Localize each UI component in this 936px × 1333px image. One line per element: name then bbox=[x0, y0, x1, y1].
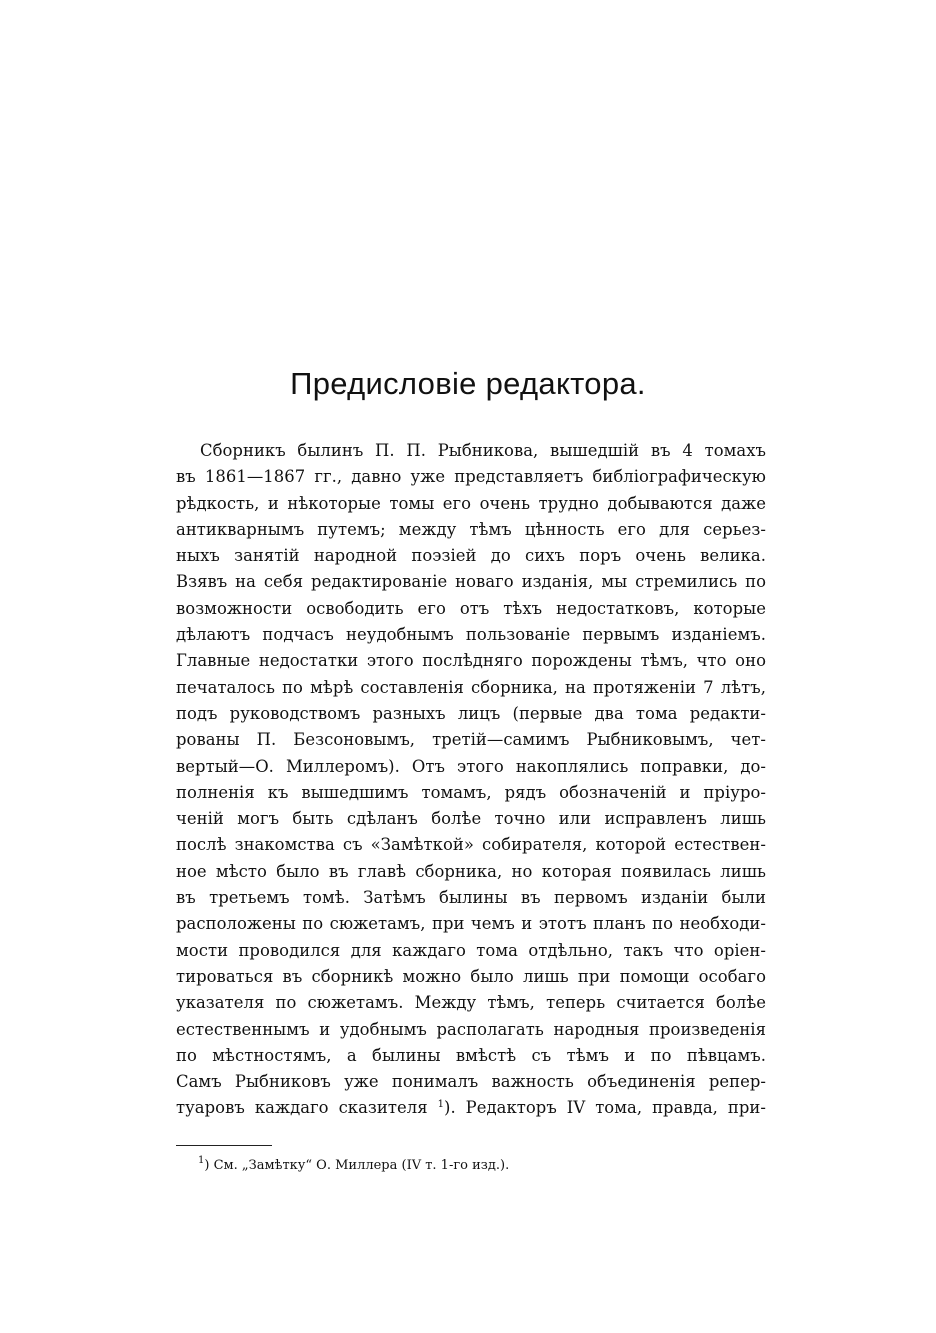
text-line: послѣ знакомства съ «Замѣткой» собирателя, которой естествен- bbox=[176, 835, 766, 855]
text-line: Сборникъ былинъ П. П. Рыбникова, вышедшій въ 4 томахъ bbox=[200, 441, 766, 460]
text-line: Взявъ на себя редактированіе новаго изданія, мы стремились по bbox=[176, 572, 766, 592]
text-line: указателя по сюжетамъ. Между тѣмъ, теперь считается болѣе bbox=[176, 993, 766, 1013]
text-line: естественнымъ и удобнымъ располагать народныя произведенія bbox=[176, 1019, 766, 1039]
text-line: тироваться въ сборникѣ можно было лишь при помощи особаго bbox=[176, 966, 766, 986]
text-fragment: ). Редакторъ IV тома, правда, при- bbox=[444, 1098, 766, 1118]
text-line: ныхъ занятій народной поэзіей до сихъ поръ очень велика. bbox=[176, 546, 766, 566]
text-line: ное мѣсто было въ главѣ сборника, но которая появилась лишь bbox=[176, 861, 766, 881]
text-line: по мѣстностямъ, а былины вмѣстѣ съ тѣмъ и по пѣвцамъ. bbox=[176, 1045, 766, 1065]
text-line: дѣлаютъ подчасъ неудобнымъ пользованіе первымъ изданіемъ. bbox=[176, 625, 766, 645]
footnote-divider bbox=[176, 1145, 272, 1146]
text-line: Самъ Рыбниковъ уже понималъ важность объединенія репер- bbox=[176, 1072, 766, 1092]
footnote-reference: 1 bbox=[437, 1099, 444, 1111]
preface-paragraph bbox=[176, 438, 766, 1122]
text-line: рѣдкость, и нѣкоторые томы его очень трудно добываются даже bbox=[176, 493, 766, 513]
text-line: печаталось по мѣрѣ составленія сборника, на протяженіи 7 лѣтъ, bbox=[176, 677, 766, 697]
text-line: расположены по сюжетамъ, при чемъ и этотъ планъ по необходи- bbox=[176, 914, 766, 934]
text-line: мости проводился для каждаго тома отдѣльно, такъ что оріен- bbox=[176, 940, 766, 960]
footnote bbox=[198, 1155, 510, 1173]
text-line-with-footnote-ref bbox=[176, 1095, 766, 1121]
text-line: рованы П. Безсоновымъ, третій—самимъ Рыбниковымъ, чет- bbox=[176, 730, 766, 750]
text-line: ченій могъ быть сдѣланъ болѣе точно или исправленъ лишь bbox=[176, 809, 766, 829]
text-line: возможности освободить его отъ тѣхъ недостатковъ, которые bbox=[176, 598, 766, 618]
text-fragment: туаровъ каждаго сказителя bbox=[176, 1098, 438, 1118]
footnote-number: 1 bbox=[198, 1155, 205, 1166]
text-line: полненія къ вышедшимъ томамъ, рядъ обозначеній и пріуро- bbox=[176, 782, 766, 802]
text-line: Главные недостатки этого послѣдняго порождены тѣмъ, что оно bbox=[176, 651, 766, 671]
text-line: антикварнымъ путемъ; между тѣмъ цѣнность его для серьез- bbox=[176, 519, 766, 539]
text-line: вертый—О. Миллеромъ). Отъ этого накоплялись поправки, до- bbox=[176, 756, 766, 776]
text-line: подъ руководствомъ разныхъ лицъ (первые два тома редакти- bbox=[176, 703, 766, 723]
page-title: Предисловіе редактора. bbox=[290, 366, 646, 401]
text-line: въ 1861—1867 гг., давно уже представляетъ библіографическую bbox=[176, 467, 766, 487]
footnote-text: ) См. „Замѣтку“ О. Миллера (IV т. 1-го изд.). bbox=[204, 1158, 510, 1173]
text-line: въ третьемъ томѣ. Затѣмъ былины въ первомъ изданіи были bbox=[176, 888, 766, 908]
